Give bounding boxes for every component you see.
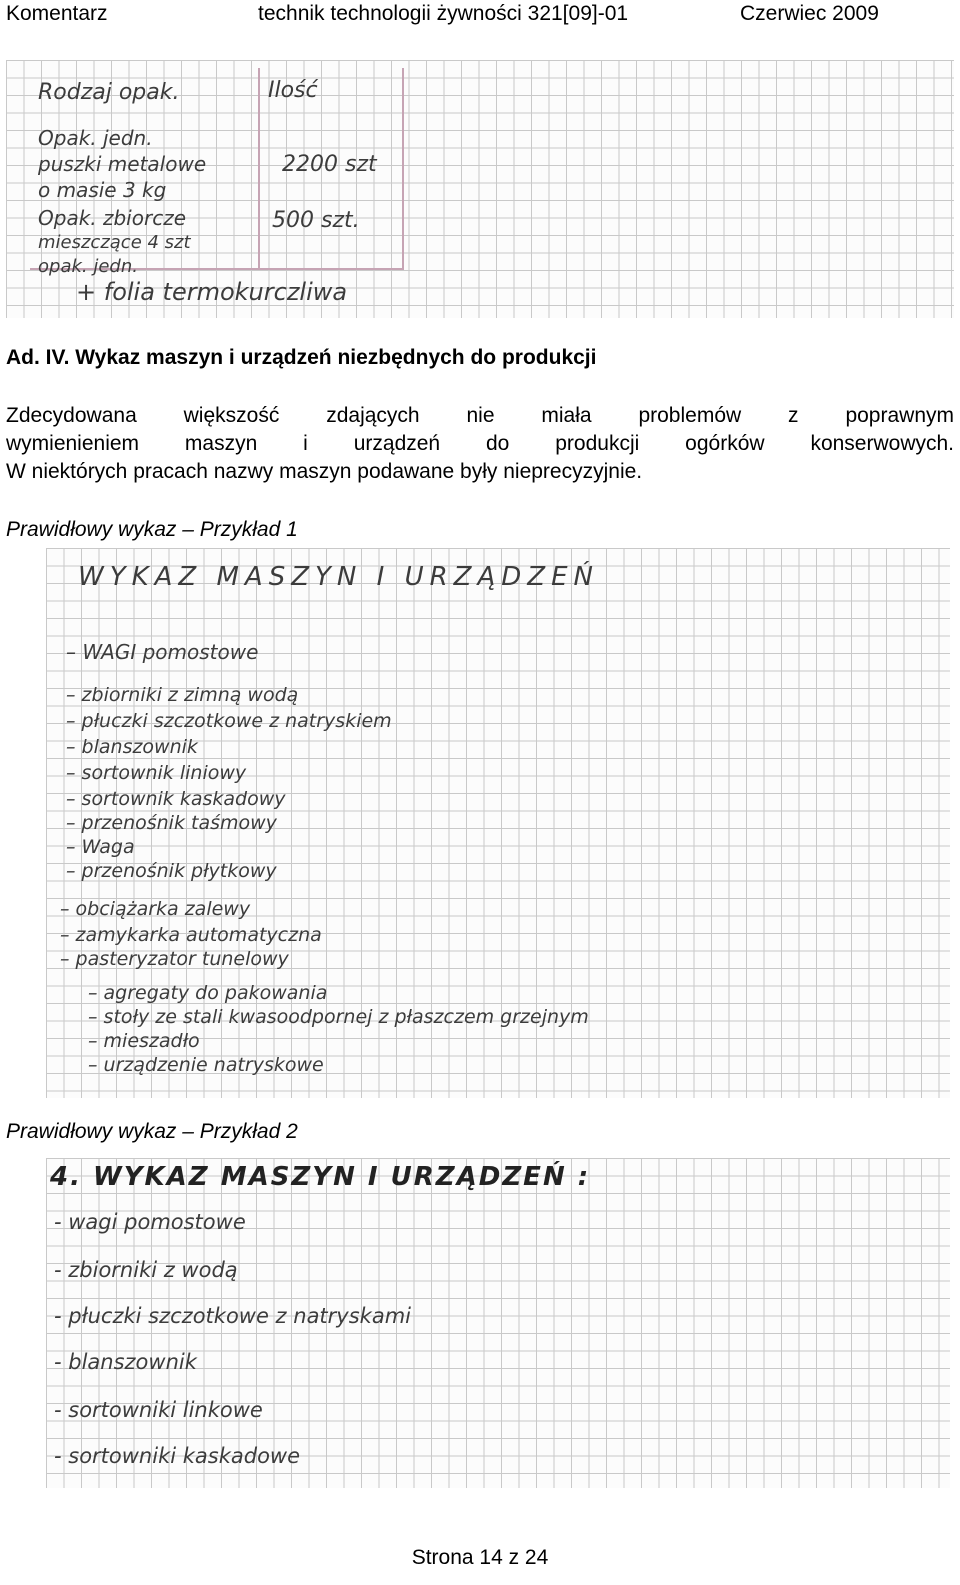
example-caption-1: Prawidłowy wykaz – Przykład 1 — [6, 518, 298, 541]
list-item: – obciążarka zalewy — [60, 898, 251, 920]
list-item: - sortowniki kaskadowe — [54, 1444, 301, 1468]
quantity-2: 500 szt. — [272, 208, 360, 233]
quantity-1: 2200 szt — [282, 152, 377, 177]
handwritten-line: mieszczące 4 szt — [38, 232, 191, 253]
list-item: - wagi pomostowe — [54, 1210, 246, 1234]
list-item: – WAGI pomostowe — [66, 640, 259, 664]
handwritten-title: WYKAZ MASZYN I URZĄDZEŃ — [78, 562, 599, 592]
list-item: – blanszownik — [66, 736, 198, 758]
list-item: – agregaty do pakowania — [88, 982, 328, 1004]
section-title: Ad. IV. Wykaz maszyn i urządzeń niezbędnych do produkcji — [6, 346, 597, 369]
list-item: – sortownik kaskadowy — [66, 788, 286, 810]
col-header-type: Rodzaj opak. — [38, 80, 180, 105]
list-item: - płuczki szczotkowe z natryskami — [54, 1304, 411, 1328]
handwritten-line: o masie 3 kg — [38, 178, 167, 202]
header-date: Czerwiec 2009 — [740, 2, 879, 25]
page-number: Strona 14 z 24 — [411, 1546, 549, 1569]
handwritten-line: Opak. jedn. — [38, 126, 153, 150]
list-item: – stoły ze stali kwasoodpornej z płaszczem grzejnym — [88, 1006, 589, 1028]
list-item: - zbiorniki z wodą — [54, 1258, 238, 1282]
header-left: Komentarz — [6, 2, 108, 25]
list-item: – Waga — [66, 836, 135, 858]
col-header-qty: Ilość — [268, 78, 318, 103]
handwritten-line: Opak. zbiorcze — [38, 206, 186, 230]
example-caption-2: Prawidłowy wykaz – Przykład 2 — [6, 1120, 298, 1143]
paragraph-line: W niektórych pracach nazwy maszyn podawane były nieprecyzyjnie. — [6, 460, 643, 483]
list-item: – zbiorniki z zimną wodą — [66, 684, 299, 706]
page-header — [0, 0, 960, 28]
list-item: – urządzenie natryskowe — [88, 1054, 324, 1076]
handwritten-line: opak. jedn. — [38, 256, 138, 277]
paragraph-line: Zdecydowana większość zdających nie miała problemów z poprawnym — [6, 404, 954, 427]
header-center: technik technologii żywności 321[09]-01 — [258, 2, 629, 25]
list-item: – płuczki szczotkowe z natryskiem — [66, 710, 392, 732]
paragraph-line: wymienieniem maszyn i urządzeń do produkcji ogórków konserwowych. — [6, 432, 954, 455]
list-item: - sortowniki linkowe — [54, 1398, 263, 1422]
list-item: – mieszadło — [88, 1030, 200, 1052]
list-item: - blanszownik — [54, 1350, 197, 1374]
list-item: – przenośnik płytkowy — [66, 860, 277, 882]
handwritten-list-scan-2 — [46, 1158, 950, 1488]
list-item: – sortownik liniowy — [66, 762, 247, 784]
list-item: – pasteryzator tunelowy — [60, 948, 289, 970]
list-item: – zamykarka automatyczna — [60, 924, 322, 946]
handwritten-table-scan — [6, 60, 954, 318]
list-item: – przenośnik taśmowy — [66, 812, 277, 834]
handwritten-title: 4. WYKAZ MASZYN I URZĄDZEŃ : — [50, 1162, 591, 1192]
handwritten-note: + folia termokurczliwa — [76, 278, 348, 306]
handwritten-line: puszki metalowe — [38, 152, 207, 176]
handwritten-list-scan-1 — [46, 548, 950, 1098]
